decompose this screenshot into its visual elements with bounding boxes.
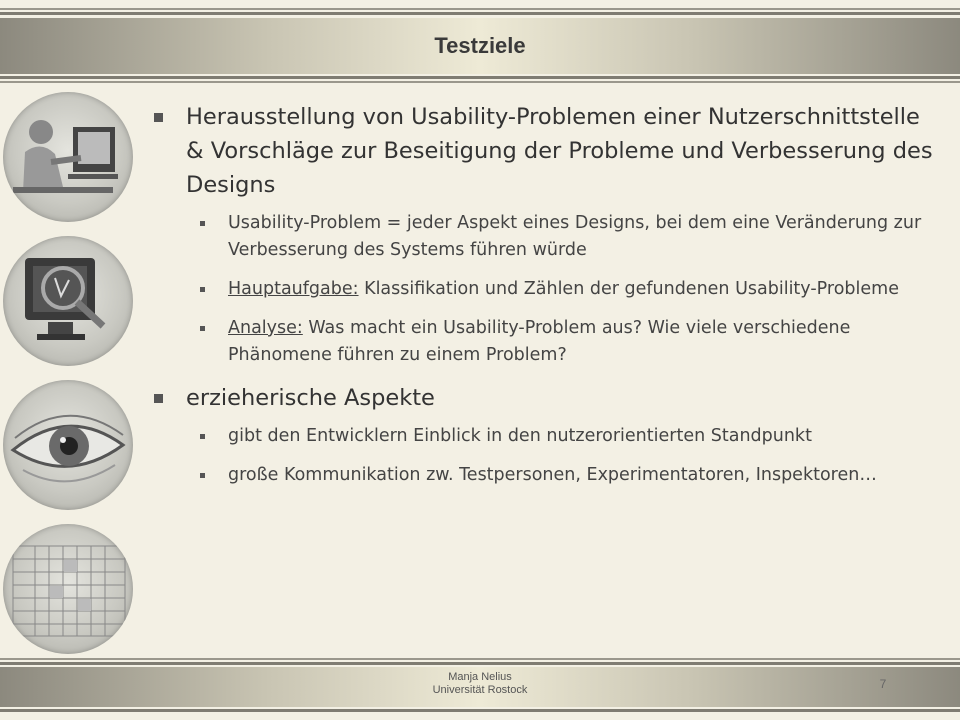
square-bullet-icon [200,326,205,331]
footer-institution: Universität Rostock [432,684,528,696]
bullet-level2 [150,315,940,369]
bullet-text: Usability-Problem = jeder Aspekt eines Designs, bei dem eine Veränderung zur Verbesserung des Systems führen würde [228,213,922,260]
footer-credits [380,671,580,697]
bullet-level1 [150,100,940,202]
bullet-text: erzieherische Aspekte [186,385,435,411]
bottom-rule [0,658,960,660]
data-table-icon [3,524,133,654]
slide-content [150,100,940,501]
bullet-text: gibt den Entwicklern Einblick in den nutzerorientierten Standpunkt [228,426,812,446]
square-bullet-icon [200,221,205,226]
slide-title: Testziele [434,33,526,58]
title-bar [0,18,960,74]
top-rule [0,76,960,79]
bullet-level1 [150,381,940,415]
bullet-text: Was macht ein Usability-Problem aus? Wie viele verschiedene Phänomene führen zu einem Problem? [228,318,851,365]
square-bullet-icon [154,394,163,403]
bullet-text: Klassifikation und Zählen der gefundenen Usability-Probleme [358,279,899,299]
bullet-level2 [150,423,940,450]
top-rule [0,8,960,10]
bullet-level2 [150,462,940,489]
square-bullet-icon [200,287,205,292]
monitor-magnifier-icon [3,236,133,366]
square-bullet-icon [200,434,205,439]
eye-icon [3,380,133,510]
person-at-computer-icon [3,92,133,222]
bullet-text: große Kommunikation zw. Testpersonen, Experimentatoren, Inspektoren… [228,465,877,485]
bullet-label: Hauptaufgabe: [228,279,359,299]
bullet-level2 [150,276,940,303]
bottom-rule [0,709,960,712]
page-number: 7 [879,677,887,691]
bullet-level2 [150,210,940,264]
bullet-label: Analyse: [228,318,303,338]
bullet-text: Herausstellung von Usability-Problemen einer Nutzerschnittstelle & Vorschläge zur Beseitigung der Probleme und Verbesserung des Designs [186,104,933,198]
top-rule [0,81,960,83]
square-bullet-icon [200,473,205,478]
bottom-rule [0,662,960,665]
footer-author: Manja Nelius [448,671,512,683]
square-bullet-icon [154,113,163,122]
top-rule [0,12,960,15]
